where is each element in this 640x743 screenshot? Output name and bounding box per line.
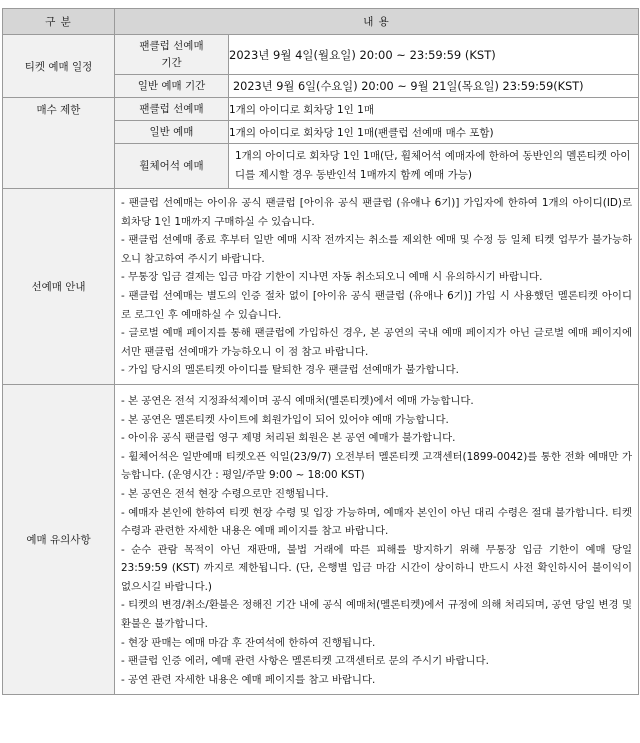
- schedule-category: 티켓 예매 일정: [3, 35, 115, 98]
- ticket-info-table: [2, 8, 639, 695]
- wheelchair-limit-label: 휠체어석 예매: [115, 144, 229, 189]
- list-item: - 팬클럽 선예매는 별도의 인증 절차 없이 [아이유 공식 팬클럽 (유애나 6기)] 가입 시 사용했던 멜론티켓 아이디로 로그인 후 예매하실 수 있습니다.: [121, 289, 632, 321]
- wheelchair-limit-value: 1개의 아이디로 회차당 1인 1매(단, 휠체어석 예매자에 한하여 동반인의 멜론티켓 아이디를 제시할 경우 동반인석 1매까지 함께 예매 가능): [229, 144, 639, 189]
- list-item: - 본 공연은 전석 현장 수령으로만 진행됩니다.: [121, 487, 329, 500]
- fanclub-limit-label: 팬클럽 선예매: [115, 98, 229, 121]
- header-category: 구 분: [3, 9, 115, 35]
- table-row: [3, 384, 639, 695]
- general-limit-label: 일반 예매: [115, 121, 229, 144]
- general-period-value: 2023년 9월 6일(수요일) 20:00 ~ 9월 21일(목요일) 23:59:59(KST): [229, 75, 639, 98]
- presale-list: [115, 189, 638, 384]
- list-item: - 팬클럽 선예매는 아이유 공식 팬클럽 [아이유 공식 팬클럽 (유애나 6기)] 가입자에 한하여 1개의 아이디(ID)로 회차당 1인 1매까지 구매하실 수 있습니다.: [121, 197, 632, 228]
- general-limit-value: 1개의 아이디로 회차당 1인 1매(팬클럽 선예매 매수 포함): [229, 121, 639, 144]
- limit-category: 매수 제한: [3, 98, 115, 189]
- table-row: [3, 35, 639, 75]
- list-item: - 무통장 입금 결제는 입금 마감 기한이 지나면 자동 취소되오니 예매 시 유의하시기 바랍니다.: [121, 271, 543, 284]
- list-item: - 휠체어석은 일반예매 티켓오픈 익일(23/9/7) 오전부터 멜론티켓 고객센터(1899-0042)를 통한 전화 예매만 가능합니다. (운영시간 : 평일/주말 9:00 ~ 18:00 KST): [121, 450, 632, 482]
- list-item: - 본 공연은 멜론티켓 사이트에 회원가입이 되어 있어야 예매 가능합니다.: [121, 413, 449, 426]
- general-period-label: 일반 예매 기간: [115, 75, 229, 98]
- table-row: [3, 98, 639, 121]
- list-item: - 순수 관람 목적이 아닌 재판매, 불법 거래에 따른 피해를 방지하기 위해 무통장 입금 기한이 예매 당일 23:59:59 (KST) 까지로 제한됩니다. (단, 은행별 입금 마감 시간이 상이하니 반드시 사전 확인하시어 불이익이 없으시길 바랍니다.): [121, 543, 632, 593]
- fanclub-period-value: 2023년 9월 4일(월요일) 20:00 ~ 23:59:59 (KST): [229, 35, 639, 75]
- table-row: [3, 189, 639, 385]
- list-item: - 아이유 공식 팬클럽 영구 제명 처리된 회원은 본 공연 예매가 불가합니다.: [121, 432, 456, 445]
- list-item: - 예매자 본인에 한하여 티켓 현장 수령 및 입장 가능하며, 예매자 본인이 아닌 대리 수령은 절대 불가합니다. 티켓 수령과 관련한 자세한 내용은 예매 페이지를 참고 바랍니다.: [121, 506, 632, 538]
- list-item: - 글로벌 예매 페이지를 통해 팬클럽에 가입하신 경우, 본 공연의 국내 예매 페이지가 아닌 글로벌 예매 페이지에서만 팬클럽 선예매가 가능하오니 이 점 참고 바랍니다.: [121, 327, 632, 358]
- list-item: - 본 공연은 전석 지정좌석제이며 공식 예매처(멜론티켓)에서 예매 가능합니다.: [121, 394, 474, 407]
- list-item: - 공연 관련 자세한 내용은 예매 페이지를 참고 바랍니다.: [121, 673, 376, 686]
- fanclub-period-label: 팬클럽 선예매 기간: [115, 35, 229, 75]
- list-item: - 현장 판매는 예매 마감 후 잔여석에 한하여 진행됩니다.: [121, 636, 376, 649]
- presale-category: 선예매 안내: [3, 189, 115, 385]
- list-item: - 팬클럽 인증 에러, 예매 관련 사항은 멜론티켓 고객센터로 문의 주시기 바랍니다.: [121, 655, 489, 668]
- notice-content: [115, 384, 639, 695]
- list-item: - 가입 당시의 멜론티켓 아이디를 탈퇴한 경우 팬클럽 선예매가 불가합니다.: [121, 364, 459, 377]
- header-content: 내 용: [115, 9, 639, 35]
- list-item: - 티켓의 변경/취소/환불은 정해진 기간 내에 공식 예매처(멜론티켓)에서 규정에 의해 처리되며, 공연 당일 변경 및 환불은 불가합니다.: [121, 599, 632, 631]
- presale-content: [115, 189, 639, 385]
- notice-category: 예매 유의사항: [3, 384, 115, 695]
- notice-list: [115, 385, 638, 695]
- table-header-row: [3, 9, 639, 35]
- fanclub-limit-value: 1개의 아이디로 회차당 1인 1매: [229, 98, 639, 121]
- list-item: - 팬클럽 선예매 종료 후부터 일반 예매 시작 전까지는 취소를 제외한 예매 및 수정 등 일체 티켓 업무가 불가능하오니 참고하여 주시기 바랍니다.: [121, 234, 632, 265]
